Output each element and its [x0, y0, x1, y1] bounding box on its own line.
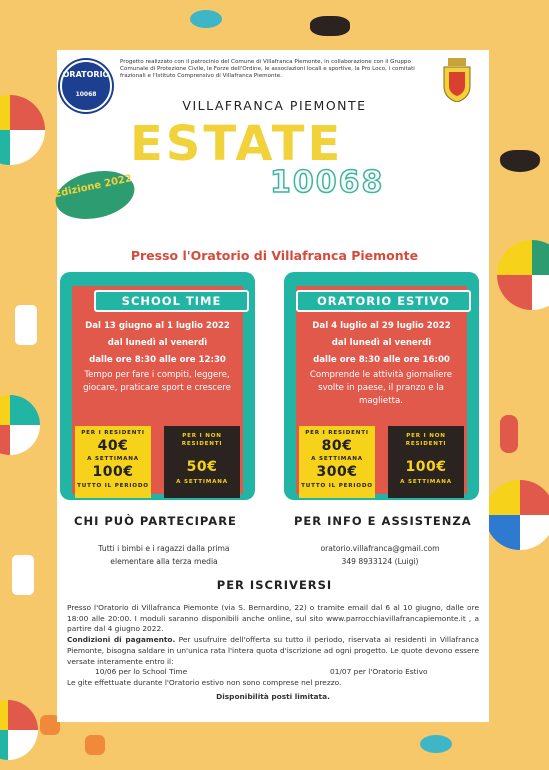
nonresidents-price-label: A SETTIMANA: [176, 479, 228, 485]
residents-week-price: 80€: [321, 438, 353, 454]
edition-badge: Edizione 2022: [51, 164, 139, 226]
card-description: Tempo per fare i compiti, leggere, giocare, praticare sport e crescere: [83, 370, 231, 393]
card-title: ORATORIO ESTIVO: [296, 290, 471, 312]
town-name: VILLAFRANCA PIEMONTE: [182, 98, 367, 113]
payment-conditions-label: Condizioni di pagamento.: [67, 635, 176, 645]
residents-price-box: [299, 426, 375, 498]
headline-title: ESTATE: [130, 116, 344, 172]
coat-of-arms-icon: [440, 58, 474, 102]
deadlines: [67, 667, 479, 678]
location-heading: Presso l'Oratorio di Villafranca Piemonte: [130, 248, 419, 263]
nonresidents-price: 100€: [405, 459, 447, 475]
starfish-icon: [85, 735, 105, 755]
availability-note: [67, 692, 479, 703]
who-heading: CHI PUÒ PARTECIPARE: [74, 514, 237, 528]
beach-ball-icon: [0, 700, 38, 760]
sunglasses-icon: [310, 16, 350, 36]
logo-bottom-text: 10068: [75, 91, 97, 98]
popsicle-icon: [500, 415, 518, 453]
flip-flop-icon: [420, 735, 452, 753]
residents-total-price: 300€: [316, 464, 358, 480]
nonresidents-price-label: A SETTIMANA: [400, 479, 452, 485]
nonresidents-price-box: [164, 426, 240, 498]
register-body: [67, 603, 479, 702]
deadline-oratorio-estivo: 01/07 per l'Oratorio Estivo: [330, 667, 428, 677]
flip-flop-icon: [190, 10, 222, 28]
card-days: dal lunedì al venerdì: [107, 338, 208, 348]
residents-label: PER I RESIDENTI: [305, 430, 369, 436]
who-line-1: Tutti i bimbi e i ragazzi dalla prima: [98, 544, 230, 553]
trips-note: Le gite effettuate durante l'Oratorio estivo non sono comprese nel prezzo.: [67, 677, 342, 687]
residents-total-price: 100€: [92, 464, 134, 480]
residents-week-price: 40€: [97, 438, 129, 454]
register-paragraph: Presso l'Oratorio di Villafranca Piemonte (via S. Bernardino, 22) o tramite email dal 6 al 10 giugno, dalle ore 18:00 alle 20:00. I moduli saranno disponibili anche online, sul sito www.parrocchiavillafrancapiemonte.it , a partire dal 4 giugno 2022.: [67, 603, 479, 634]
beach-ball-icon: [0, 395, 40, 455]
who-line-2: elementare alla terza media: [110, 557, 218, 566]
card-description: Comprende le attività giornaliere svolte in paese, il pranzo e la maglietta.: [309, 370, 453, 406]
beach-ball-icon: [485, 480, 549, 550]
logo-top-text: ORATORIO: [62, 70, 110, 79]
nonresidents-price: 50€: [186, 459, 218, 475]
deadline-school-time: 10/06 per lo School Time: [95, 667, 188, 677]
availability-text: Disponibilità posti limitata.: [216, 691, 330, 701]
card-dates: Dal 13 giugno al 1 luglio 2022: [85, 321, 230, 331]
residents-week-label: A SETTIMANA: [311, 456, 363, 462]
nonresidents-label: PER I NON RESIDENTI: [405, 433, 447, 447]
sunscreen-icon: [15, 305, 37, 345]
residents-price-box: [75, 426, 151, 498]
info-email: oratorio.villafranca@gmail.com: [320, 544, 440, 553]
sunglasses-icon: [500, 150, 540, 172]
sponsor-text: Progetto realizzato con il patrocinio del Comune di Villafranca Piemonte, in collaborazione con il Gruppo Comunale di Protezione Civile, le Forze dell'Ordine, le associazioni locali e sportive, la Pro Loco, i comitati frazionali e l'Istituto Comprensivo di Villafranca Piemonte.: [120, 59, 415, 80]
headline-code: 10068: [270, 165, 385, 200]
nonresidents-price-box: [388, 426, 464, 498]
residents-label: PER I RESIDENTI: [81, 430, 145, 436]
card-hours: dalle ore 8:30 alle ore 12:30: [89, 355, 226, 365]
card-dates: Dal 4 luglio al 29 luglio 2022: [312, 321, 451, 331]
payment-conditions: [67, 635, 479, 667]
payment-conditions-text: Per usufruire dell'offerta su tutto il periodo, riservata ai residenti in Villafranca Piemonte, bisogna saldare in un'unica rata l'intera quota d'iscrizione ad ogni progetto. Le quote devono essere versate interamente entro il:: [67, 635, 479, 666]
residents-total-label: TUTTO IL PERIODO: [77, 483, 149, 489]
register-heading: PER ISCRIVERSI: [216, 578, 333, 592]
info-phone: 349 8933124 (Luigi): [341, 557, 419, 566]
card-title: SCHOOL TIME: [94, 290, 249, 312]
info-heading: PER INFO E ASSISTENZA: [294, 514, 472, 528]
residents-total-label: TUTTO IL PERIODO: [301, 483, 373, 489]
nonresidents-label: PER I NON RESIDENTI: [181, 433, 223, 447]
card-days: dal lunedì al venerdì: [331, 338, 432, 348]
residents-week-label: A SETTIMANA: [87, 456, 139, 462]
card-hours: dalle ore 8:30 alle ore 16:00: [313, 355, 450, 365]
